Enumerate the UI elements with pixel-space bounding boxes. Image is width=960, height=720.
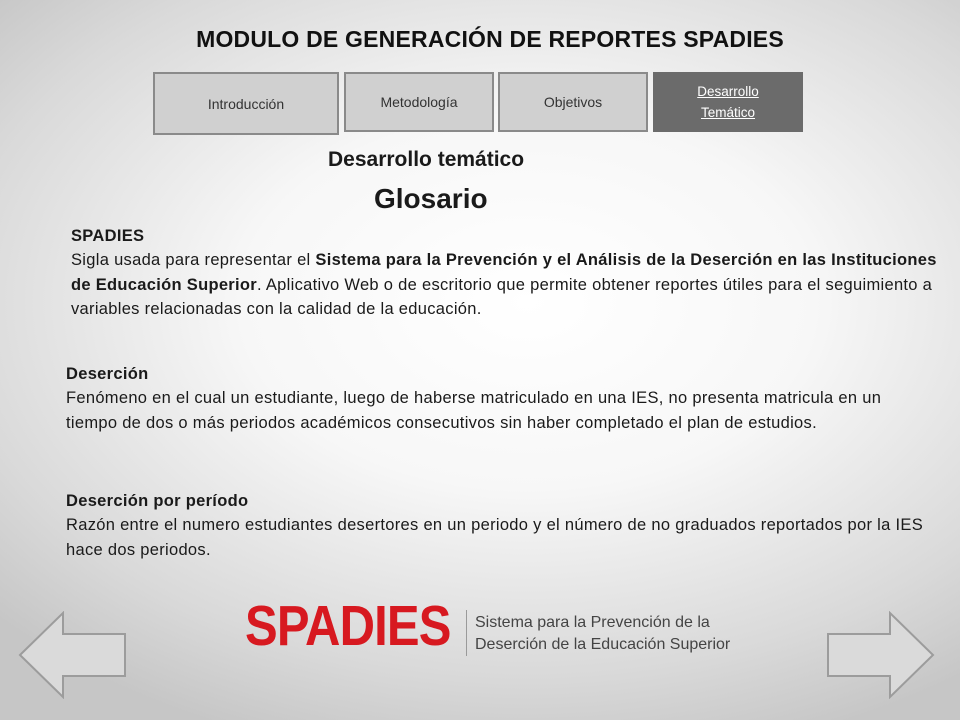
tab-desarrollo-line1: Desarrollo (697, 84, 759, 99)
logo-tagline-line1: Sistema para la Prevención de la (475, 614, 710, 631)
glossary-term: Deserción por período (66, 492, 249, 510)
glossary-term: Deserción (66, 365, 149, 383)
tab-introduccion[interactable] (153, 72, 339, 135)
arrow-left-icon[interactable] (18, 611, 128, 699)
glossary-entry-desercion-periodo (66, 489, 926, 562)
tab-desarrollo-line2: Temático (700, 105, 756, 120)
glossary-entry-spadies (71, 224, 941, 321)
tab-metodologia-label: Metodología (380, 94, 458, 110)
glossary-term: SPADIES (71, 227, 145, 245)
glossary-definition: Razón entre el numero estudiantes desertores en un periodo y el número de no graduados reportados por la IES hace dos periodos. (66, 516, 923, 559)
tab-desarrollo-tematico-label (697, 81, 759, 123)
glossary-definition-post: . Aplicativo Web o de escritorio que permite obtener reportes útiles para el seguimiento a variables relacionadas con la calidad de la educación. (71, 275, 933, 318)
tab-desarrollo-tematico[interactable] (653, 72, 803, 132)
spadies-logo: SPADIES (245, 594, 451, 658)
tab-metodologia[interactable] (344, 72, 494, 132)
glossary-title: Glosario (374, 183, 488, 214)
section-title: Desarrollo temático (328, 148, 525, 171)
glossary-definition-bold: Sistema para la Prevención y el Análisis de la Deserción en las Instituciones de Educación Superior (71, 251, 937, 294)
page-title: MODULO DE GENERACIÓN DE REPORTES SPADIES (196, 26, 784, 52)
glossary-definition: Fenómeno en el cual un estudiante, luego de haberse matriculado en una IES, no presenta matricula en un tiempo de dos o más periodos académicos consecutivos sin haber completado el plan de estudios. (66, 389, 882, 432)
tab-objetivos[interactable] (498, 72, 648, 132)
arrow-right-icon[interactable] (826, 611, 936, 699)
tab-introduccion-label: Introducción (207, 95, 285, 112)
tab-objetivos-label: Objetivos (543, 94, 603, 110)
logo-divider (466, 610, 467, 656)
logo-tagline-line2: Deserción de la Educación Superior (475, 636, 731, 653)
glossary-entry-desercion (66, 362, 926, 435)
logo-tagline (475, 612, 730, 656)
glossary-definition-pre: Sigla usada para representar el (71, 251, 316, 270)
